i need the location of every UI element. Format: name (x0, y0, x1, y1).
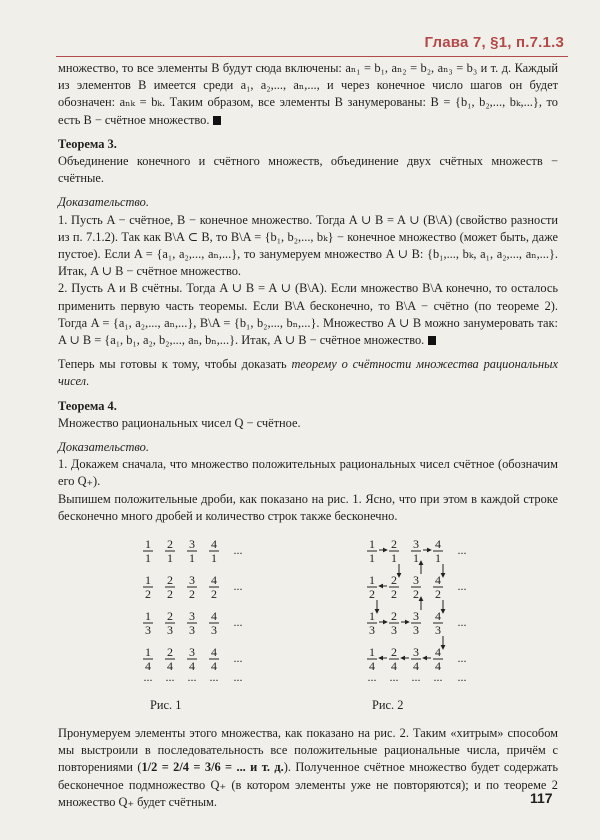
fig2-fraction-2-1-denominator: 3 (391, 623, 397, 638)
figure-2-caption: Рис. 2 (372, 698, 404, 713)
transition-text: Теперь мы готовы к тому, чтобы доказать (58, 357, 292, 372)
fig2-fraction-3-3-numerator: 4 (435, 645, 441, 660)
fig1-fraction-1-3-numerator: 4 (211, 573, 217, 588)
proof-label: Доказательство. (58, 440, 149, 455)
figure-1-caption: Рис. 1 (150, 698, 182, 713)
fig1-fraction-2-1-denominator: 3 (167, 623, 173, 638)
fig2-corner-ellipsis: ... (457, 670, 467, 685)
fig2-fraction-0-1-denominator: 1 (391, 551, 397, 566)
proof-3-part-2-text: 2. Пусть A и B счётны. Тогда A ∪ B = A ∪ (B\A). Если множество B\A конечно, то осталось применить первую часть теоремы. Если B\A бесконечно, то B\A − счётно (по теореме 2). Тогда A = {a₁, a₂,..., aₙ,...}, B\A = {b₁, b₂,..., bₙ,...}. Множество A ∪ B можно занумеровать так: A ∪ B = {a₁, b₁, a₂, b₂,..., aₙ, bₙ,...}. Итак, A ∪ B − счётное множество. (58, 281, 558, 348)
closing-text-1: Пронумеруем элементы этого множества, как показано на рис. 2. Таким «хитрым» способом мы выстроили в последовательность все положительные рациональные числа, причём с повторениями ( (58, 726, 558, 775)
fig2-fraction-0-2-denominator: 1 (413, 551, 419, 566)
fig1-fraction-2-3-numerator: 4 (211, 609, 217, 624)
transition-emphasis: теорему о счётности множества рациональных чисел (58, 357, 558, 389)
fig2-fraction-2-2-denominator: 3 (413, 623, 419, 638)
fig2-fraction-2-0-denominator: 3 (369, 623, 375, 638)
chapter-title: Глава 7, §1, п.7.1.3 (424, 34, 564, 51)
qed-mark (428, 336, 436, 345)
fig1-fraction-0-2-numerator: 3 (189, 537, 195, 552)
fig1-fraction-3-2-denominator: 4 (189, 659, 195, 674)
fig1-fraction-3-2-numerator: 3 (189, 645, 195, 660)
fig1-row-ellipsis-0: ... (233, 543, 243, 558)
fig1-fraction-1-2-numerator: 3 (189, 573, 195, 588)
fig1-fraction-3-3-numerator: 4 (211, 645, 217, 660)
closing-paragraph (58, 725, 558, 811)
proof-4-part-1: 1. Докажем сначала, что множество положительных рациональных чисел счётное (обозначим его Q₊). (58, 457, 558, 489)
proof-4-part-2: Выпишем положительные дроби, как показано на рис. 1. Ясно, что при этом в каждой строке бесконечно много дробей и количество строк также бесконечно. (58, 491, 558, 523)
fig1-fraction-0-0-numerator: 1 (145, 537, 151, 552)
fig1-fraction-0-0-denominator: 1 (145, 551, 151, 566)
fig2-fraction-3-0-denominator: 4 (369, 659, 375, 674)
qed-mark (213, 116, 221, 125)
fig1-fraction-1-1-numerator: 2 (167, 573, 173, 588)
fig2-fraction-0-0-denominator: 1 (369, 551, 375, 566)
fig1-fraction-3-1-numerator: 2 (167, 645, 173, 660)
intro-text: множество, то все элементы B будут сюда включены: aₙ₁ = b₁, aₙ₂ = b₂, aₙ₃ = b₃ и т. д. Каждый из элементов B имеется среди a₁, a₂,..., aₙ,..., и через конечное число шагов он будет обозначен: aₙₖ = bₖ. Таким образом, все элементы B занумерованы: B = {b₁, b₂,..., bₖ,...}, то есть B − счётное множество. (58, 61, 558, 127)
fig1-fraction-2-0-numerator: 1 (145, 609, 151, 624)
fig2-fraction-0-2-numerator: 3 (413, 537, 419, 552)
fig1-row-ellipsis-1: ... (233, 579, 243, 594)
fig1-fraction-1-0-denominator: 2 (145, 587, 151, 602)
fig1-fraction-1-3-denominator: 2 (211, 587, 217, 602)
fig2-fraction-0-3-denominator: 1 (435, 551, 441, 566)
fig2-row-ellipsis-1: ... (457, 579, 467, 594)
fig2-col-ellipsis-1: ... (389, 670, 399, 685)
fig1-fraction-0-3-numerator: 4 (211, 537, 217, 552)
fig1-fraction-3-0-numerator: 1 (145, 645, 151, 660)
fig1-fraction-0-2-denominator: 1 (189, 551, 195, 566)
fig1-col-ellipsis-0: ... (143, 670, 153, 685)
fig2-fraction-3-1-denominator: 4 (391, 659, 397, 674)
fig2-fraction-2-3-denominator: 3 (435, 623, 441, 638)
fig2-fraction-3-1-numerator: 2 (391, 645, 397, 660)
fig1-fraction-1-1-denominator: 2 (167, 587, 173, 602)
fig2-fraction-2-3-numerator: 4 (435, 609, 441, 624)
page-number: 117 (530, 790, 553, 806)
fig1-fraction-0-1-numerator: 2 (167, 537, 173, 552)
fig1-fraction-2-2-denominator: 3 (189, 623, 195, 638)
fig2-fraction-2-2-numerator: 3 (413, 609, 419, 624)
transition-end: . (86, 374, 90, 389)
transition-paragraph (58, 356, 558, 390)
figures (58, 531, 558, 715)
fig1-fraction-0-1-denominator: 1 (167, 551, 173, 566)
proof-label: Доказательство. (58, 195, 149, 210)
fig2-fraction-3-2-numerator: 3 (413, 645, 419, 660)
fig2-row-ellipsis-2: ... (457, 615, 467, 630)
fig2-fraction-0-0-numerator: 1 (369, 537, 375, 552)
proof-3-part-2 (58, 280, 558, 349)
fig1-col-ellipsis-2: ... (187, 670, 197, 685)
fig1-fraction-2-1-numerator: 2 (167, 609, 173, 624)
fig1-fraction-0-3-denominator: 1 (211, 551, 217, 566)
fig2-fraction-1-0-denominator: 2 (369, 587, 375, 602)
fig2-col-ellipsis-0: ... (367, 670, 377, 685)
fig2-col-ellipsis-2: ... (411, 670, 421, 685)
fig2-fraction-0-3-numerator: 4 (435, 537, 441, 552)
fig1-fraction-2-0-denominator: 3 (145, 623, 151, 638)
fig2-row-ellipsis-3: ... (457, 651, 467, 666)
fig2-row-ellipsis-0: ... (457, 543, 467, 558)
fig2-fraction-3-0-numerator: 1 (369, 645, 375, 660)
fig2-fraction-0-1-numerator: 2 (391, 537, 397, 552)
fig1-fraction-2-2-numerator: 3 (189, 609, 195, 624)
fig2-fraction-1-3-numerator: 4 (435, 573, 441, 588)
theorem-3-text: Объединение конечного и счётного множеств, объединение двух счётных множеств − счётные. (58, 154, 558, 186)
fig2-fraction-3-2-denominator: 4 (413, 659, 419, 674)
fig2-col-ellipsis-3: ... (433, 670, 443, 685)
fig1-fraction-3-1-denominator: 4 (167, 659, 173, 674)
fig2-fraction-1-0-numerator: 1 (369, 573, 375, 588)
fig1-corner-ellipsis: ... (233, 670, 243, 685)
fig1-fraction-1-0-numerator: 1 (145, 573, 151, 588)
fig2-fraction-2-0-numerator: 1 (369, 609, 375, 624)
fig2-fraction-2-1-numerator: 2 (391, 609, 397, 624)
fig2-fraction-1-2-numerator: 3 (413, 573, 419, 588)
fig1-fraction-3-0-denominator: 4 (145, 659, 151, 674)
fig2-fraction-1-3-denominator: 2 (435, 587, 441, 602)
fig2-fraction-1-1-numerator: 2 (391, 573, 397, 588)
fig1-fraction-1-2-denominator: 2 (189, 587, 195, 602)
fig1-fraction-3-3-denominator: 4 (211, 659, 217, 674)
fig2-fraction-3-3-denominator: 4 (435, 659, 441, 674)
fig1-col-ellipsis-1: ... (165, 670, 175, 685)
fig2-fraction-1-2-denominator: 2 (413, 587, 419, 602)
page-header (56, 34, 568, 57)
theorem-3-title: Теорема 3. (58, 136, 117, 151)
fig1-col-ellipsis-3: ... (209, 670, 219, 685)
theorem-4-title: Теорема 4. (58, 398, 117, 413)
fig1-fraction-2-3-denominator: 3 (211, 623, 217, 638)
closing-text-2: ). Полученное счётное множество будет содержать бесконечное подмножество Q₊ (в котором элементы уже не повторяются); и по теореме 2 множество Q₊ будет счётным. (58, 760, 558, 809)
fig1-row-ellipsis-2: ... (233, 615, 243, 630)
fig2-fraction-1-1-denominator: 2 (391, 587, 397, 602)
closing-equation: 1/2 = 2/4 = 3/6 = ... и т. д. (141, 760, 284, 775)
theorem-4-text: Множество рациональных чисел Q − счётное. (58, 415, 301, 430)
page-content (58, 60, 558, 811)
proof-3-part-1: 1. Пусть A − счётное, B − конечное множество. Тогда A ∪ B = A ∪ (B\A) (свойство разности из п. 7.1.2). Так как B\A ⊂ B, то B\A = {b₁, b₂,..., bₖ} − конечное множество (может быть, даже пустое). Если A = {a₁, a₂,..., aₙ,...}, то занумеруем множество A ∪ B: {b₁,..., bₖ, a₁, a₂,..., aₙ,...}. Итак, A ∪ B − счётное множество. (58, 212, 558, 279)
intro-paragraph (58, 60, 558, 129)
fraction-grids-svg (58, 531, 558, 715)
fig1-row-ellipsis-3: ... (233, 651, 243, 666)
